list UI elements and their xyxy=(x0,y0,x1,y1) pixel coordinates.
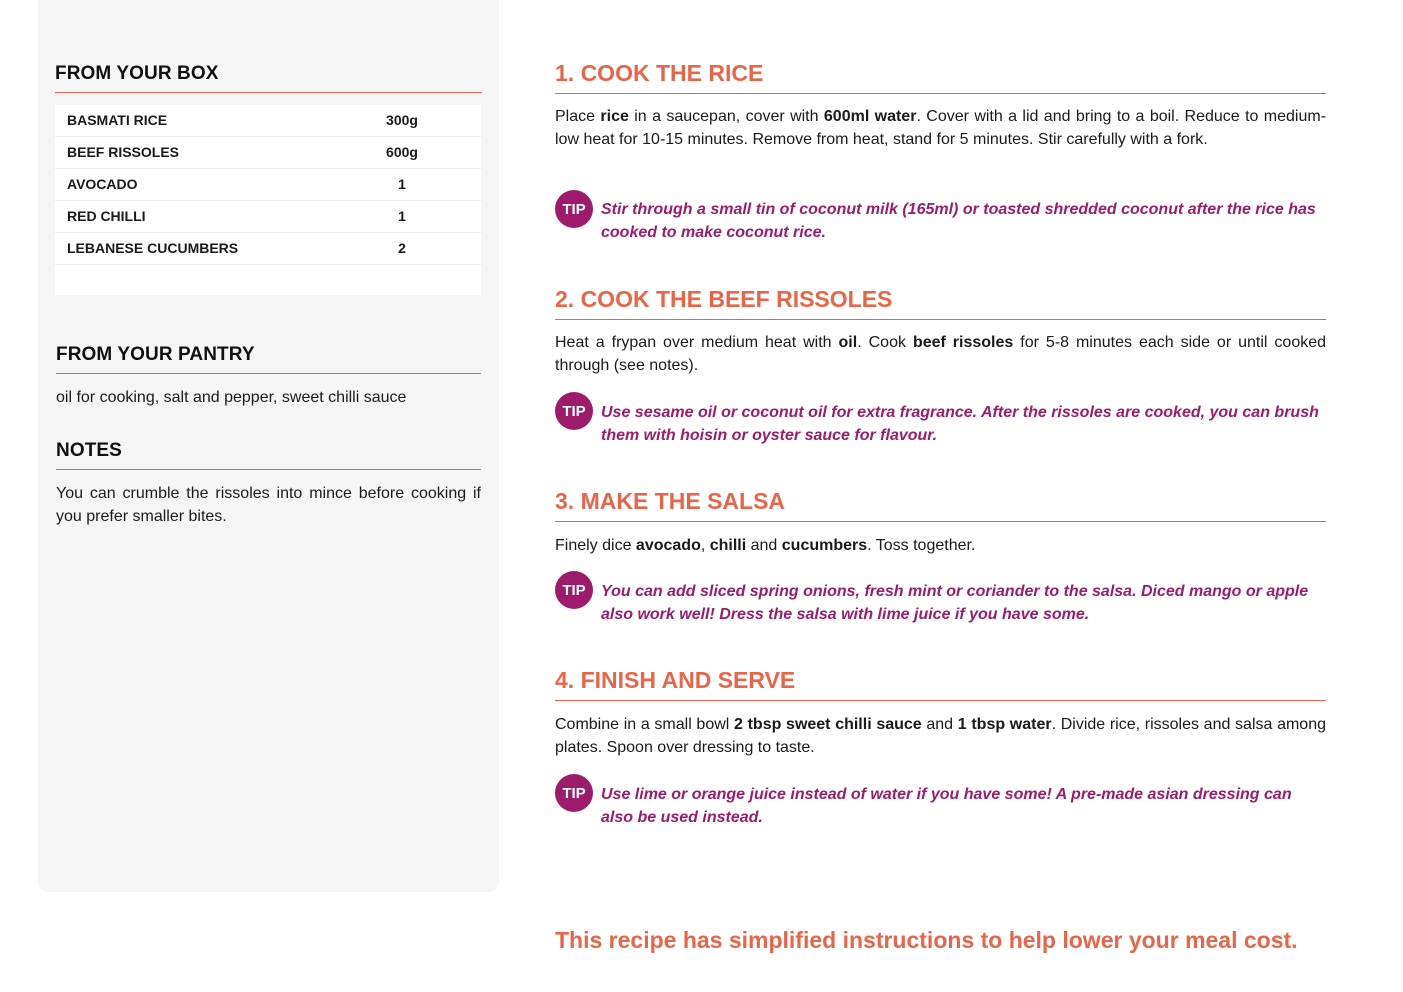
ingredient-qty: 1 xyxy=(398,208,406,224)
step-3-body xyxy=(555,534,1326,557)
bold-ingredient-text: avocado xyxy=(635,537,701,554)
ingredients-table xyxy=(55,105,481,295)
step-1-tip: Stir through a small tin of coconut milk (165ml) or toasted shredded coconut after the rice has cooked to make coconut rice. xyxy=(601,201,1316,241)
ingredient-name: LEBANESE CUCUMBERS xyxy=(67,240,239,256)
ingredient-name: BEEF RISSOLES xyxy=(67,144,180,160)
ingredient-name: RED CHILLI xyxy=(67,208,146,224)
body-text: . Divide rice, rissoles and salsa among plates. Spoon over dressing to taste. xyxy=(555,716,1326,756)
body-text: , xyxy=(700,537,710,554)
step-2-title: 2. COOK THE BEEF RISSOLES xyxy=(555,286,1326,320)
ingredient-qty: 1 xyxy=(398,176,406,192)
tip-badge: TIP xyxy=(555,571,593,609)
tip-badge: TIP xyxy=(555,190,593,228)
body-text: Place xyxy=(555,108,601,125)
tip-badge: TIP xyxy=(555,774,593,812)
body-text: for 5-8 minutes each side or until cooked through (see notes). xyxy=(555,334,1327,374)
bold-ingredient-text: 600ml water xyxy=(823,108,917,125)
table-row xyxy=(55,233,481,265)
from-your-box-title: FROM YOUR BOX xyxy=(55,63,482,93)
body-text: . Cover with a lid and bring to a boil. Reduce to medium-low heat for 10-15 minutes. Remove from heat, stand for 5 minutes. Stir carefully with a fork. xyxy=(555,108,1327,148)
body-text: . Cook xyxy=(857,334,913,351)
notes-title: NOTES xyxy=(56,440,481,470)
step-3-tip: You can add sliced spring onions, fresh mint or coriander to the salsa. Diced mango or apple also work well! Dress the salsa with lime juice if you have some. xyxy=(601,583,1309,623)
body-text: Finely dice xyxy=(555,537,636,554)
body-text: in a saucepan, cover with xyxy=(628,108,824,125)
step-1-title: 1. COOK THE RICE xyxy=(555,60,1326,94)
body-text: and xyxy=(921,716,958,733)
body-text: Combine in a small bowl xyxy=(555,716,735,733)
step-2-body xyxy=(555,331,1326,377)
table-row xyxy=(55,105,481,137)
table-row xyxy=(55,169,481,201)
step-3-title: 3. MAKE THE SALSA xyxy=(555,488,1326,522)
body-text: Heat a frypan over medium heat with xyxy=(555,334,839,351)
step-4-title: 4. FINISH AND SERVE xyxy=(555,667,1326,701)
tip-badge: TIP xyxy=(555,392,593,430)
ingredient-name: BASMATI RICE xyxy=(67,112,168,128)
step-2-tip: Use sesame oil or coconut oil for extra fragrance. After the rissoles are cooked, you can brush them with hoisin or oyster sauce for flavour. xyxy=(601,404,1319,444)
ingredient-qty: 300g xyxy=(386,112,418,128)
table-row xyxy=(55,201,481,233)
bold-ingredient-text: chilli xyxy=(709,537,747,554)
body-text: and xyxy=(746,537,782,554)
bold-ingredient-text: oil xyxy=(838,334,858,351)
ingredient-qty: 2 xyxy=(398,240,406,256)
bold-ingredient-text: rice xyxy=(600,108,629,125)
bold-ingredient-text: cucumbers xyxy=(781,537,868,554)
step-1-body xyxy=(555,105,1326,151)
bold-ingredient-text: 2 tbsp sweet chilli sauce xyxy=(734,716,922,733)
pantry-text: oil for cooking, salt and pepper, sweet chilli sauce xyxy=(56,389,407,406)
ingredient-qty: 600g xyxy=(386,144,418,160)
bold-ingredient-text: 1 tbsp water xyxy=(957,716,1052,733)
from-your-pantry-title: FROM YOUR PANTRY xyxy=(56,344,481,374)
table-row xyxy=(55,137,481,169)
step-4-tip: Use lime or orange juice instead of water if you have some! A pre-made asian dressing can also be used instead. xyxy=(601,786,1292,826)
ingredient-name: AVOCADO xyxy=(67,176,138,192)
body-text: . Toss together. xyxy=(867,537,976,554)
notes-text: You can crumble the rissoles into mince before cooking if you prefer smaller bites. xyxy=(56,485,481,525)
footer-note: This recipe has simplified instructions to help lower your meal cost. xyxy=(555,927,1298,953)
step-4-body xyxy=(555,713,1326,759)
bold-ingredient-text: beef rissoles xyxy=(912,334,1014,351)
